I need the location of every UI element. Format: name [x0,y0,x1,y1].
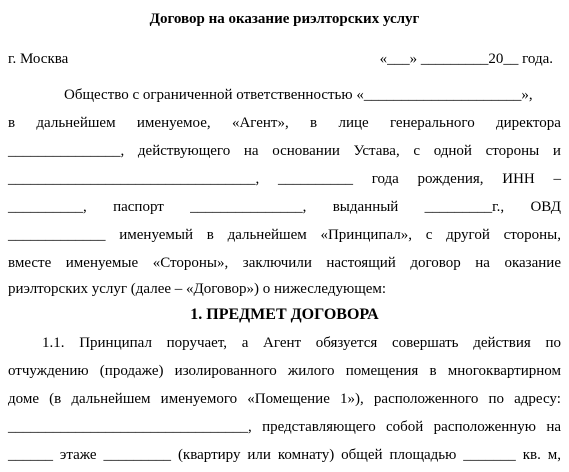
word: 1»), [340,391,364,407]
p1-line-5 [8,198,561,216]
word: Принципал [79,335,152,351]
word: доме [8,391,39,407]
word: общей [341,447,383,463]
word: «Помещение [247,391,330,407]
word: Агент [263,335,302,351]
word: _______________, [190,199,307,215]
p2-line-4 [8,418,561,436]
p1-line-6 [8,226,561,244]
word: ИНН [502,171,535,187]
p1-line-7 [8,254,561,272]
p2-line-1 [42,334,561,352]
word: жилого [287,363,335,379]
word: директора [496,115,561,131]
word: дальнейшем [36,115,116,131]
word: с [425,227,433,243]
p2-line-2 [8,362,561,380]
word: заключили [242,255,312,271]
word: _______________, [8,143,125,159]
p1-line-1: Общество с ограниченной ответственностью «_____________________», [64,87,533,103]
word: с [413,143,421,159]
word: стороны [485,143,540,159]
word: «Агент», [231,115,289,131]
p1-line-4 [8,170,561,188]
word: договор [410,255,461,271]
p1-line-2 [8,114,561,132]
word: __________, [8,199,87,215]
p1-line-3 [8,142,561,160]
word: по [488,391,504,407]
word: представляющего [262,419,376,435]
word: в [310,115,318,131]
word: поручает, [166,335,227,351]
section-heading: 1. ПРЕДМЕТ ДОГОВОРА [190,306,379,323]
word: обязуется [315,335,378,351]
word: собой [386,419,424,435]
word: паспорт [113,199,164,215]
word: на [475,255,490,271]
word: и [552,143,561,159]
word: комнату) [277,447,335,463]
word: _______ [463,447,516,463]
word: ________________________________, [8,419,252,435]
word: «Принципал», [320,227,412,243]
word: адресу: [514,391,561,407]
word: именуемое, [136,115,211,131]
word: совершать [391,335,459,351]
word: (продаже) [99,363,164,379]
word: или [247,447,271,463]
word: дальнейшем [71,391,151,407]
word: м, [547,447,561,463]
word: (в [49,391,62,407]
word: __________ [277,171,353,187]
word: именуемый [119,227,193,243]
word: основании [272,143,340,159]
word: «Стороны», [152,255,229,271]
word: рождения, [417,171,484,187]
p2-line-3 [8,390,561,408]
word: _________г., [424,199,505,215]
word: многоквартирном [447,363,561,379]
city: г. Москва [8,51,69,67]
word: в [8,115,16,131]
p1-line-8: риэлторских услуг (далее – «Договор») о нижеследующем: [8,281,387,297]
word: расположенного [373,391,479,407]
word: настоящий [326,255,396,271]
word: в [429,363,437,379]
word: оказание [504,255,561,271]
word: ОВД [530,199,561,215]
word: 1.1. [42,335,65,351]
p2-line-5 [8,446,561,464]
word: выданный [332,199,399,215]
word: _________________________________, [8,171,260,187]
word: генерального [389,115,475,131]
word: на [243,143,259,159]
word: именуемого [160,391,238,407]
word: действия [473,335,531,351]
word: лице [338,115,369,131]
word: отчуждению [8,363,89,379]
word: кв. [522,447,541,463]
word: стороны, [503,227,561,243]
document-title: Договор на оказание риэлторских услуг [149,11,420,27]
word: _____________ [8,227,106,243]
word: по [545,335,561,351]
word: года [371,171,399,187]
word: дальнейшем [227,227,307,243]
word: (квартиру [177,447,241,463]
word: одной [433,143,472,159]
word: этаже [59,447,97,463]
word: изолированного [174,363,277,379]
word: именуемые [65,255,139,271]
word: ______ [8,447,53,463]
word: вместе [8,255,52,271]
word: действующего [137,143,231,159]
word: расположенную [433,419,536,435]
word: – [553,171,561,187]
word: в [206,227,214,243]
date-line [8,50,561,68]
word: Устава, [353,143,400,159]
word: _________ [103,447,172,463]
word: площадью [389,447,457,463]
word: другой [446,227,490,243]
word: а [241,335,249,351]
date-blank: «___» _________20__ года. [379,51,553,67]
word: на [546,419,561,435]
word: помещения [345,363,419,379]
